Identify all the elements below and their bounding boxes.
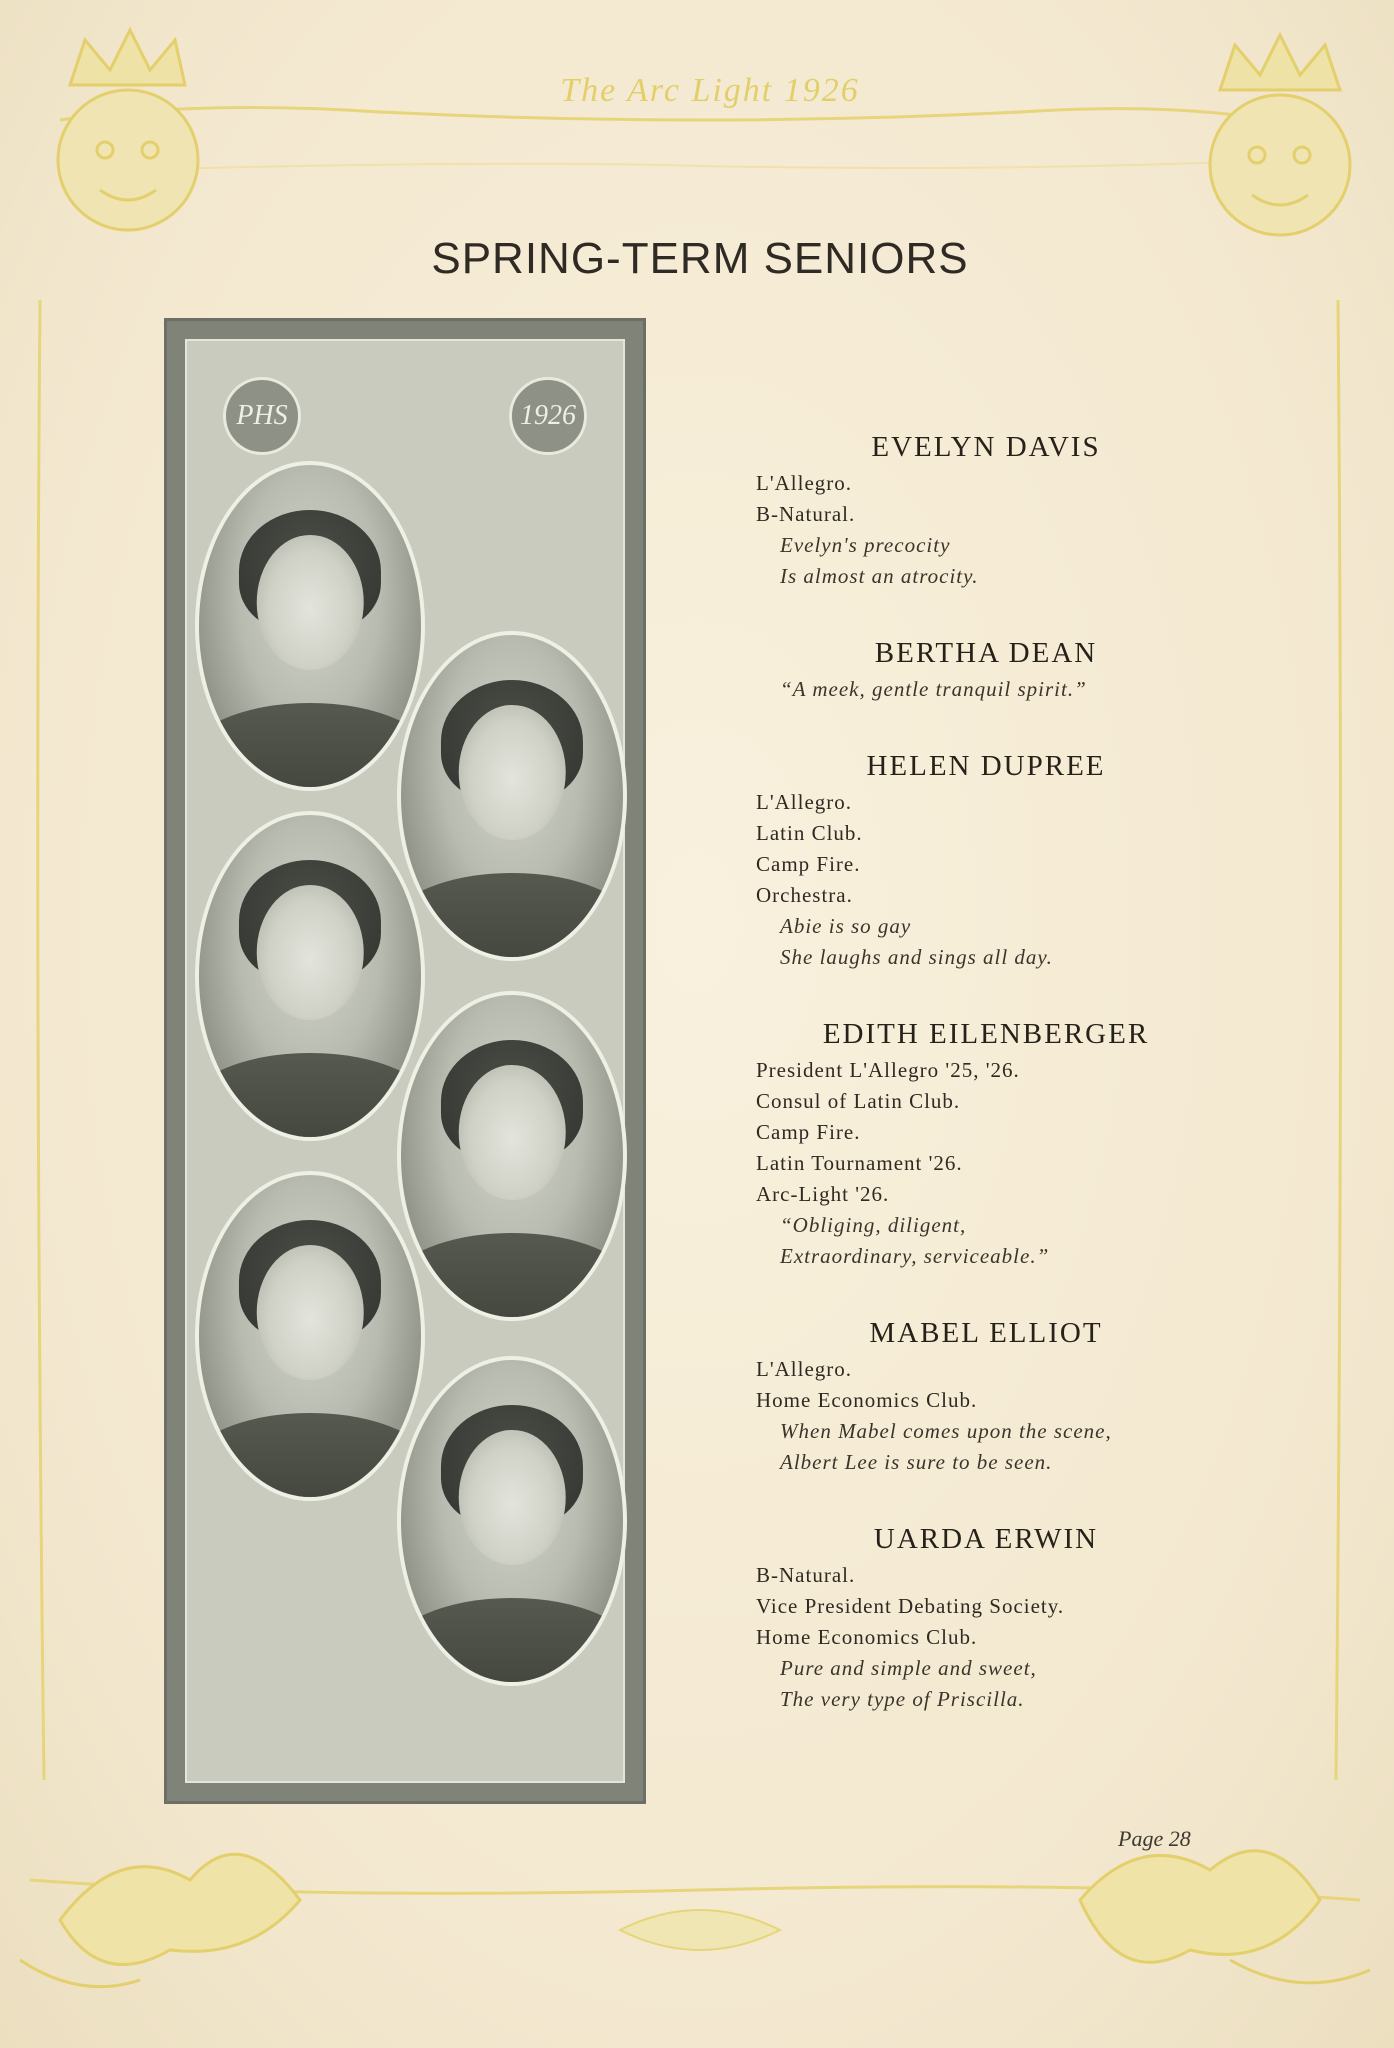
activity: Camp Fire. xyxy=(756,1120,861,1144)
verse-line: “Obliging, diligent, xyxy=(780,1213,967,1237)
portrait-evelyn-davis xyxy=(195,461,425,791)
verse-line: Is almost an atrocity. xyxy=(780,564,979,588)
entry-uarda-erwin xyxy=(756,1522,1216,1715)
activity: Latin Tournament '26. xyxy=(756,1151,963,1175)
student-name: EVELYN DAVIS xyxy=(871,431,1101,463)
activity: Arc-Light '26. xyxy=(756,1182,890,1206)
top-left-crown-ornament xyxy=(58,30,198,230)
student-name: MABEL ELLIOT xyxy=(869,1317,1103,1349)
page-title: SPRING-TERM SENIORS xyxy=(431,234,969,283)
verse-line: Extraordinary, serviceable.” xyxy=(780,1244,1050,1268)
bottom-center-flower-ornament xyxy=(620,1910,780,1950)
activity: B-Natural. xyxy=(756,502,856,526)
activity: L'Allegro. xyxy=(756,471,853,495)
bottom-right-flower-ornament xyxy=(1080,1851,1370,1983)
student-name: HELEN DUPREE xyxy=(866,750,1106,782)
activity: Home Economics Club. xyxy=(756,1388,978,1412)
portrait-mabel-elliot xyxy=(195,1171,425,1501)
activity: President L'Allegro '25, '26. xyxy=(756,1058,1020,1082)
page-number: Page 28 xyxy=(1118,1826,1191,1851)
verse-line: “A meek, gentle tranquil spirit.” xyxy=(780,677,1087,701)
verse-line: Pure and simple and sweet, xyxy=(780,1656,1037,1680)
verse-line: Albert Lee is sure to be seen. xyxy=(780,1450,1053,1474)
bottom-left-flower-ornament xyxy=(20,1854,300,1986)
activity: L'Allegro. xyxy=(756,790,853,814)
activity: Orchestra. xyxy=(756,883,853,907)
entry-edith-eilenberger xyxy=(756,1017,1216,1272)
activity: B-Natural. xyxy=(756,1563,856,1587)
senior-entries xyxy=(756,430,1216,1759)
top-right-crown-ornament xyxy=(1210,35,1350,235)
portrait-panel-inner xyxy=(185,339,625,1783)
entry-bertha-dean xyxy=(756,636,1216,705)
verse-line: Evelyn's precocity xyxy=(780,533,951,557)
portrait-edith-eilenberger xyxy=(397,991,627,1321)
portrait-panel xyxy=(164,318,646,1804)
portrait-bertha-dean xyxy=(397,631,627,961)
portrait-helen-dupree xyxy=(195,811,425,1141)
verse-line: Abie is so gay xyxy=(780,914,912,938)
activity: Latin Club. xyxy=(756,821,863,845)
student-name: EDITH EILENBERGER xyxy=(822,1018,1150,1050)
monogram-phs: PHS xyxy=(223,377,301,455)
entry-helen-dupree xyxy=(756,749,1216,973)
activity: Home Economics Club. xyxy=(756,1625,978,1649)
student-name: BERTHA DEAN xyxy=(874,637,1098,669)
verse-line: The very type of Priscilla. xyxy=(780,1687,1025,1711)
monogram-year: 1926 xyxy=(509,377,587,455)
activity: L'Allegro. xyxy=(756,1357,853,1381)
entry-mabel-elliot xyxy=(756,1316,1216,1478)
verse-line: She laughs and sings all day. xyxy=(780,945,1053,969)
portrait-uarda-erwin xyxy=(397,1356,627,1686)
activity: Camp Fire. xyxy=(756,852,861,876)
activity: Vice President Debating Society. xyxy=(756,1594,1065,1618)
verse-line: When Mabel comes upon the scene, xyxy=(780,1419,1112,1443)
activity: Consul of Latin Club. xyxy=(756,1089,961,1113)
entry-evelyn-davis xyxy=(756,430,1216,592)
running-title: The Arc Light 1926 xyxy=(560,72,860,109)
student-name: UARDA ERWIN xyxy=(873,1523,1099,1555)
